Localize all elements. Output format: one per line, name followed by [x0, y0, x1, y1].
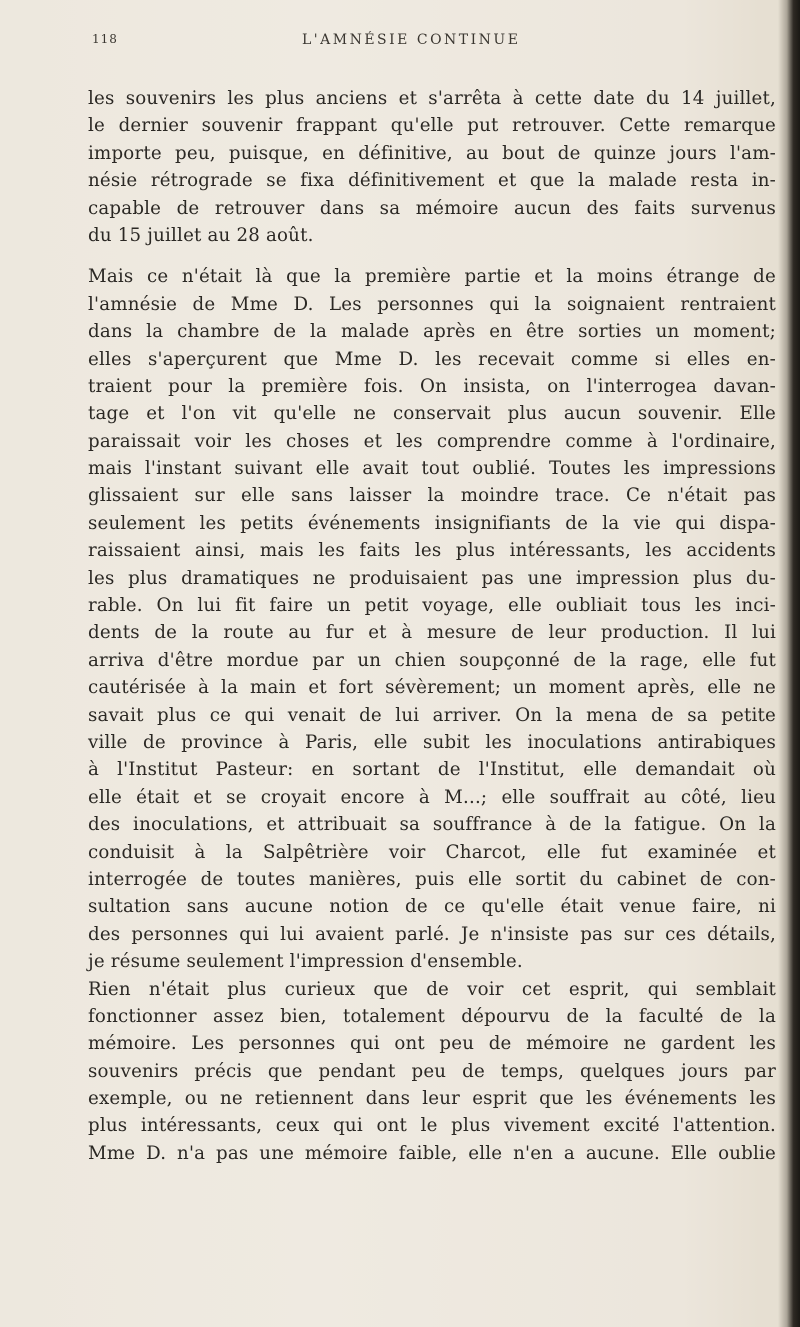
text-line: seulement les petits événements insignifiants de la vie qui dispa- — [88, 512, 776, 534]
body-text — [88, 85, 776, 1167]
text-line: conduisit à la Salpêtrière voir Charcot, elle fut examinée et — [88, 841, 776, 863]
text-line: des inoculations, et attribuait sa souffrance à de la fatigue. On la — [88, 814, 776, 836]
text-line: ville de province à Paris, elle subit les inoculations antirabiques — [88, 731, 776, 753]
text-line: fonctionner assez bien, totalement dépourvu de la faculté de la — [88, 1005, 776, 1027]
text-line: interrogée de toutes manières, puis elle sortit du cabinet de con- — [88, 868, 776, 890]
running-title: L'AMNÉSIE CONTINUE — [302, 32, 521, 48]
text-line: paraissait voir les choses et les comprendre comme à l'ordinaire, — [88, 430, 776, 452]
text-line: le dernier souvenir frappant qu'elle put retrouver. Cette remarque — [88, 115, 776, 137]
page-number: 118 — [92, 32, 118, 46]
text-line: elle était et se croyait encore à M...; elle souffrait au côté, lieu — [88, 786, 776, 808]
text-line: tage et l'on vit qu'elle ne conservait plus aucun souvenir. Elle — [88, 403, 776, 425]
text-line: à l'Institut Pasteur: en sortant de l'Institut, elle demandait où — [88, 759, 776, 781]
text-line: dans la chambre de la malade après en être sorties un moment; — [88, 321, 776, 343]
text-line: savait plus ce qui venait de lui arriver. On la mena de sa petite — [88, 704, 776, 726]
paragraph-gap — [88, 249, 776, 263]
text-line: du 15 juillet au 28 août. — [88, 224, 314, 246]
text-line: elles s'aperçurent que Mme D. les recevait comme si elles en- — [88, 348, 776, 370]
text-line: cautérisée à la main et fort sévèrement; un moment après, elle ne — [88, 677, 776, 699]
text-line: nésie rétrograde se fixa définitivement et que la malade resta in- — [88, 170, 776, 192]
text-line: plus intéressants, ceux qui ont le plus vivement excité l'attention. — [88, 1115, 776, 1137]
text-line: mais l'instant suivant elle avait tout oublié. Toutes les impressions — [88, 458, 776, 480]
text-line: arriva d'être mordue par un chien soupçonné de la rage, elle fut — [88, 649, 776, 671]
text-line: l'amnésie de Mme D. Les personnes qui la soignaient rentraient — [88, 293, 776, 315]
text-line: Rien n'était plus curieux que de voir cet esprit, qui semblait — [88, 978, 776, 1000]
text-line: traient pour la première fois. On insista, on l'interrogea davan- — [88, 375, 776, 397]
text-line: les plus dramatiques ne produisaient pas une impression plus du- — [88, 567, 776, 589]
text-line: mémoire. Les personnes qui ont peu de mémoire ne gardent les — [88, 1033, 776, 1055]
page-edge-shadow — [778, 0, 800, 1327]
text-line: sultation sans aucune notion de ce qu'elle était venue faire, ni — [88, 896, 776, 918]
text-line: capable de retrouver dans sa mémoire aucun des faits survenus — [88, 197, 776, 219]
text-line: glissaient sur elle sans laisser la moindre trace. Ce n'était pas — [88, 485, 776, 507]
text-line: souvenirs précis que pendant peu de temps, quelques jours par — [88, 1060, 776, 1082]
text-line: des personnes qui lui avaient parlé. Je n'insiste pas sur ces détails, — [88, 923, 776, 945]
text-line: exemple, ou ne retiennent dans leur esprit que les événements les — [88, 1088, 776, 1110]
text-line: raissaient ainsi, mais les faits les plus intéressants, les accidents — [88, 540, 776, 562]
text-line: je résume seulement l'impression d'ensemble. — [88, 951, 523, 973]
text-line: rable. On lui fit faire un petit voyage, elle oubliait tous les inci- — [88, 595, 776, 617]
text-line: les souvenirs les plus anciens et s'arrêta à cette date du 14 juillet, — [88, 88, 776, 109]
page-header — [92, 32, 772, 52]
text-line: importe peu, puisque, en définitive, au bout de quinze jours l'am- — [88, 142, 776, 164]
text-line: Mais ce n'était là que la première partie et la moins étrange de — [88, 266, 776, 288]
text-line: dents de la route au fur et à mesure de leur production. Il lui — [88, 622, 776, 644]
text-line: Mme D. n'a pas une mémoire faible, elle n'en a aucune. Elle oublie — [88, 1142, 776, 1164]
